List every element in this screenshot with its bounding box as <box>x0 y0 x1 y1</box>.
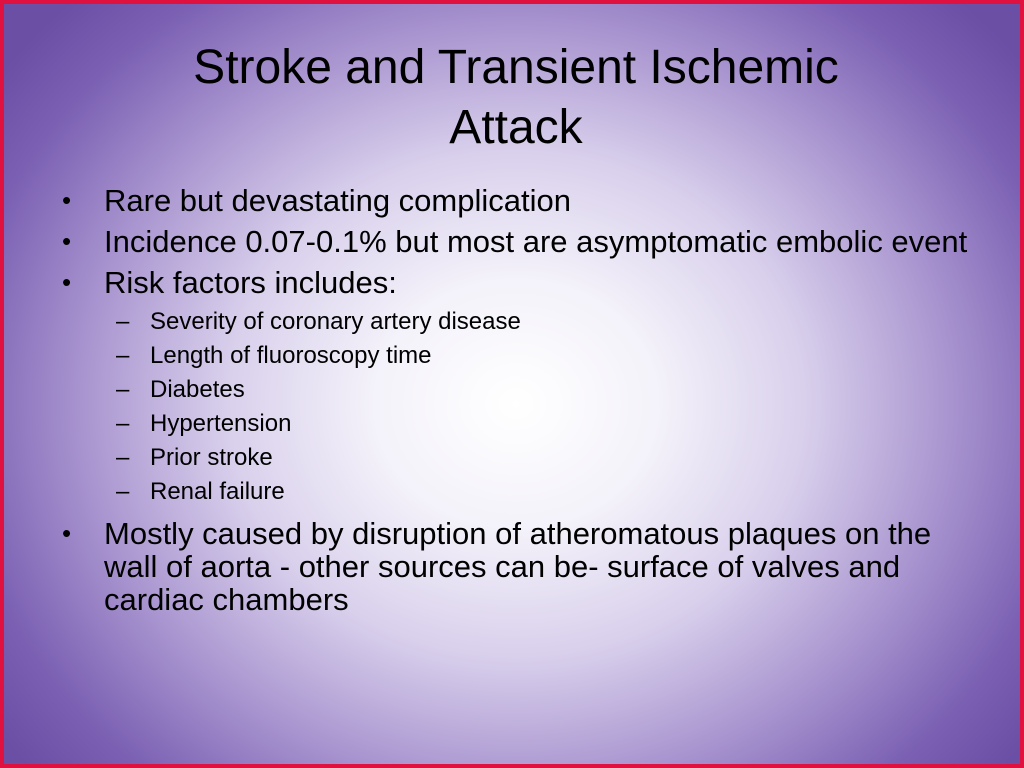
dash-icon: – <box>116 342 130 369</box>
bullet-text: Mostly caused by disruption of atheromatous plaques on the wall of aorta - other sources can be- surface of valves and cardiac chambers <box>104 516 932 617</box>
bullet-list <box>60 184 980 624</box>
sub-bullet-text: Diabetes <box>150 376 245 403</box>
sub-bullet-item <box>104 305 980 339</box>
bullet-item <box>60 184 980 217</box>
dash-icon: – <box>116 376 130 403</box>
bullet-text: Risk factors includes: <box>104 265 397 300</box>
sub-bullet-item <box>104 441 980 475</box>
sub-bullet-item <box>104 339 980 373</box>
bullet-item <box>60 517 980 616</box>
sub-bullet-text: Prior stroke <box>150 444 273 471</box>
sub-bullet-text: Renal failure <box>150 478 285 505</box>
sub-bullet-item <box>104 475 980 509</box>
dash-icon: – <box>116 410 130 437</box>
dash-icon: – <box>116 478 130 505</box>
dash-icon: – <box>116 308 130 335</box>
bullet-icon: • <box>62 226 72 256</box>
sub-bullet-item <box>104 373 980 407</box>
bullet-text: Rare but devastating complication <box>104 183 571 218</box>
bullet-item <box>60 225 980 258</box>
sub-bullet-text: Hypertension <box>150 410 292 437</box>
bullet-icon: • <box>62 185 72 215</box>
sub-bullet-text: Length of fluoroscopy time <box>150 342 432 369</box>
sub-bullet-item <box>104 407 980 441</box>
dash-icon: – <box>116 444 130 471</box>
sub-bullet-list <box>104 305 980 509</box>
sub-bullet-text: Severity of coronary artery disease <box>150 308 521 335</box>
bullet-text: Incidence 0.07-0.1% but most are asymptomatic embolic event <box>104 224 968 259</box>
bullet-icon: • <box>62 518 72 548</box>
bullet-item <box>60 266 980 509</box>
bullet-icon: • <box>62 267 72 297</box>
slide-title: Stroke and Transient Ischemic Attack <box>193 41 839 154</box>
